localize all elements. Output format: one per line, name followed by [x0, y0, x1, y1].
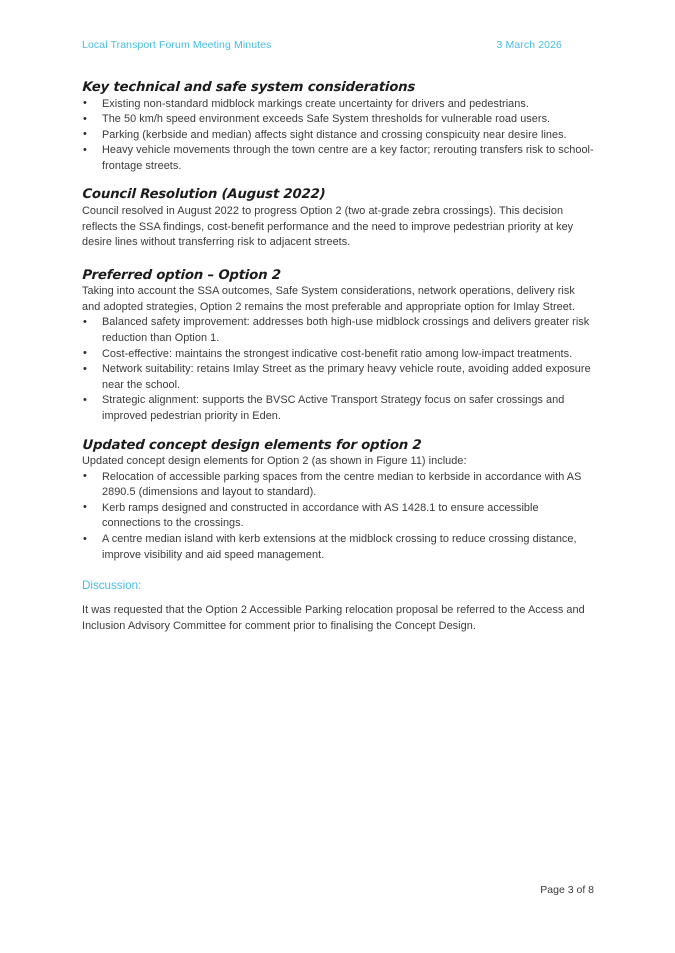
discussion-label: Discussion:: [82, 579, 142, 593]
section-heading-key-technical: Key technical and safe system considerations: [82, 80, 416, 95]
list-item: • Kerb ramps designed and constructed in accordance with AS 1428.1 to ensure accessible connections to the crossings.: [82, 501, 594, 532]
page-number-label: Page 3 of 8: [540, 884, 594, 896]
list-item: • Heavy vehicle movements through the town centre are a key factor; rerouting transfers risk to school-frontage streets.: [82, 143, 594, 174]
paragraph-discussion: It was requested that the Option 2 Accessible Parking relocation proposal be referred to the Access and Inclusion Advisory Committee for comment prior to finalising the Concept Design.: [82, 604, 585, 632]
bullet-list-key-technical: [82, 97, 594, 175]
paragraph-preferred-option: Taking into account the SSA outcomes, Safe System considerations, network operations, delivery risk and adopted strategies, Option 2 remains the most preferable and appropriate option for Imlay Street.: [82, 285, 575, 313]
paragraph-council-resolution: Council resolved in August 2022 to progress Option 2 (two at-grade zebra crossings). This decision reflects the SSA findings, cost-benefit performance and the need to improve pedestrian priority at key desire lines without transferring risk to adjacent streets.: [82, 204, 574, 249]
list-item: • Balanced safety improvement: addresses both high-use midblock crossings and delivers greater risk reduction than Option 1.: [82, 315, 594, 346]
section-heading-updated-concept-design: Updated concept design elements for option 2: [82, 437, 422, 453]
list-item: • Network suitability: retains Imlay Street as the primary heavy vehicle route, avoiding added exposure near the school.: [82, 362, 594, 393]
list-item: • The 50 km/h speed environment exceeds Safe System thresholds for vulnerable road users.: [82, 112, 594, 128]
list-item: • Parking (kerbside and median) affects sight distance and crossing conspicuity near desire lines.: [82, 128, 594, 144]
bullet-list-preferred-option: [82, 315, 594, 424]
page-header: [82, 39, 562, 51]
document-body: [82, 80, 594, 635]
section-heading-preferred-option: Preferred option – Option 2: [82, 267, 282, 283]
bullet-list-updated-concept-design: [82, 470, 594, 564]
section-heading-council-resolution: Council Resolution (August 2022): [82, 187, 326, 203]
list-item: • A centre median island with kerb extensions at the midblock crossing to reduce crossing distance, improve visibility and aid speed management.: [82, 532, 594, 563]
list-item: • Existing non-standard midblock markings create uncertainty for drivers and pedestrians.: [82, 97, 594, 113]
page-footer: [82, 884, 594, 896]
header-date: 3 March 2026: [496, 39, 562, 51]
header-document-title: Local Transport Forum Meeting Minutes: [82, 39, 272, 51]
paragraph-updated-concept-design: Updated concept design elements for Option 2 (as shown in Figure 11) include:: [82, 455, 467, 468]
list-item: • Relocation of accessible parking spaces from the centre median to kerbside in accordance with AS 2890.5 (dimensions and layout to standard).: [82, 470, 594, 501]
list-item: • Cost-effective: maintains the strongest indicative cost-benefit ratio among low-impact treatments.: [82, 347, 594, 363]
list-item: • Strategic alignment: supports the BVSC Active Transport Strategy focus on safer crossings and improved pedestrian priority in Eden.: [82, 393, 594, 424]
